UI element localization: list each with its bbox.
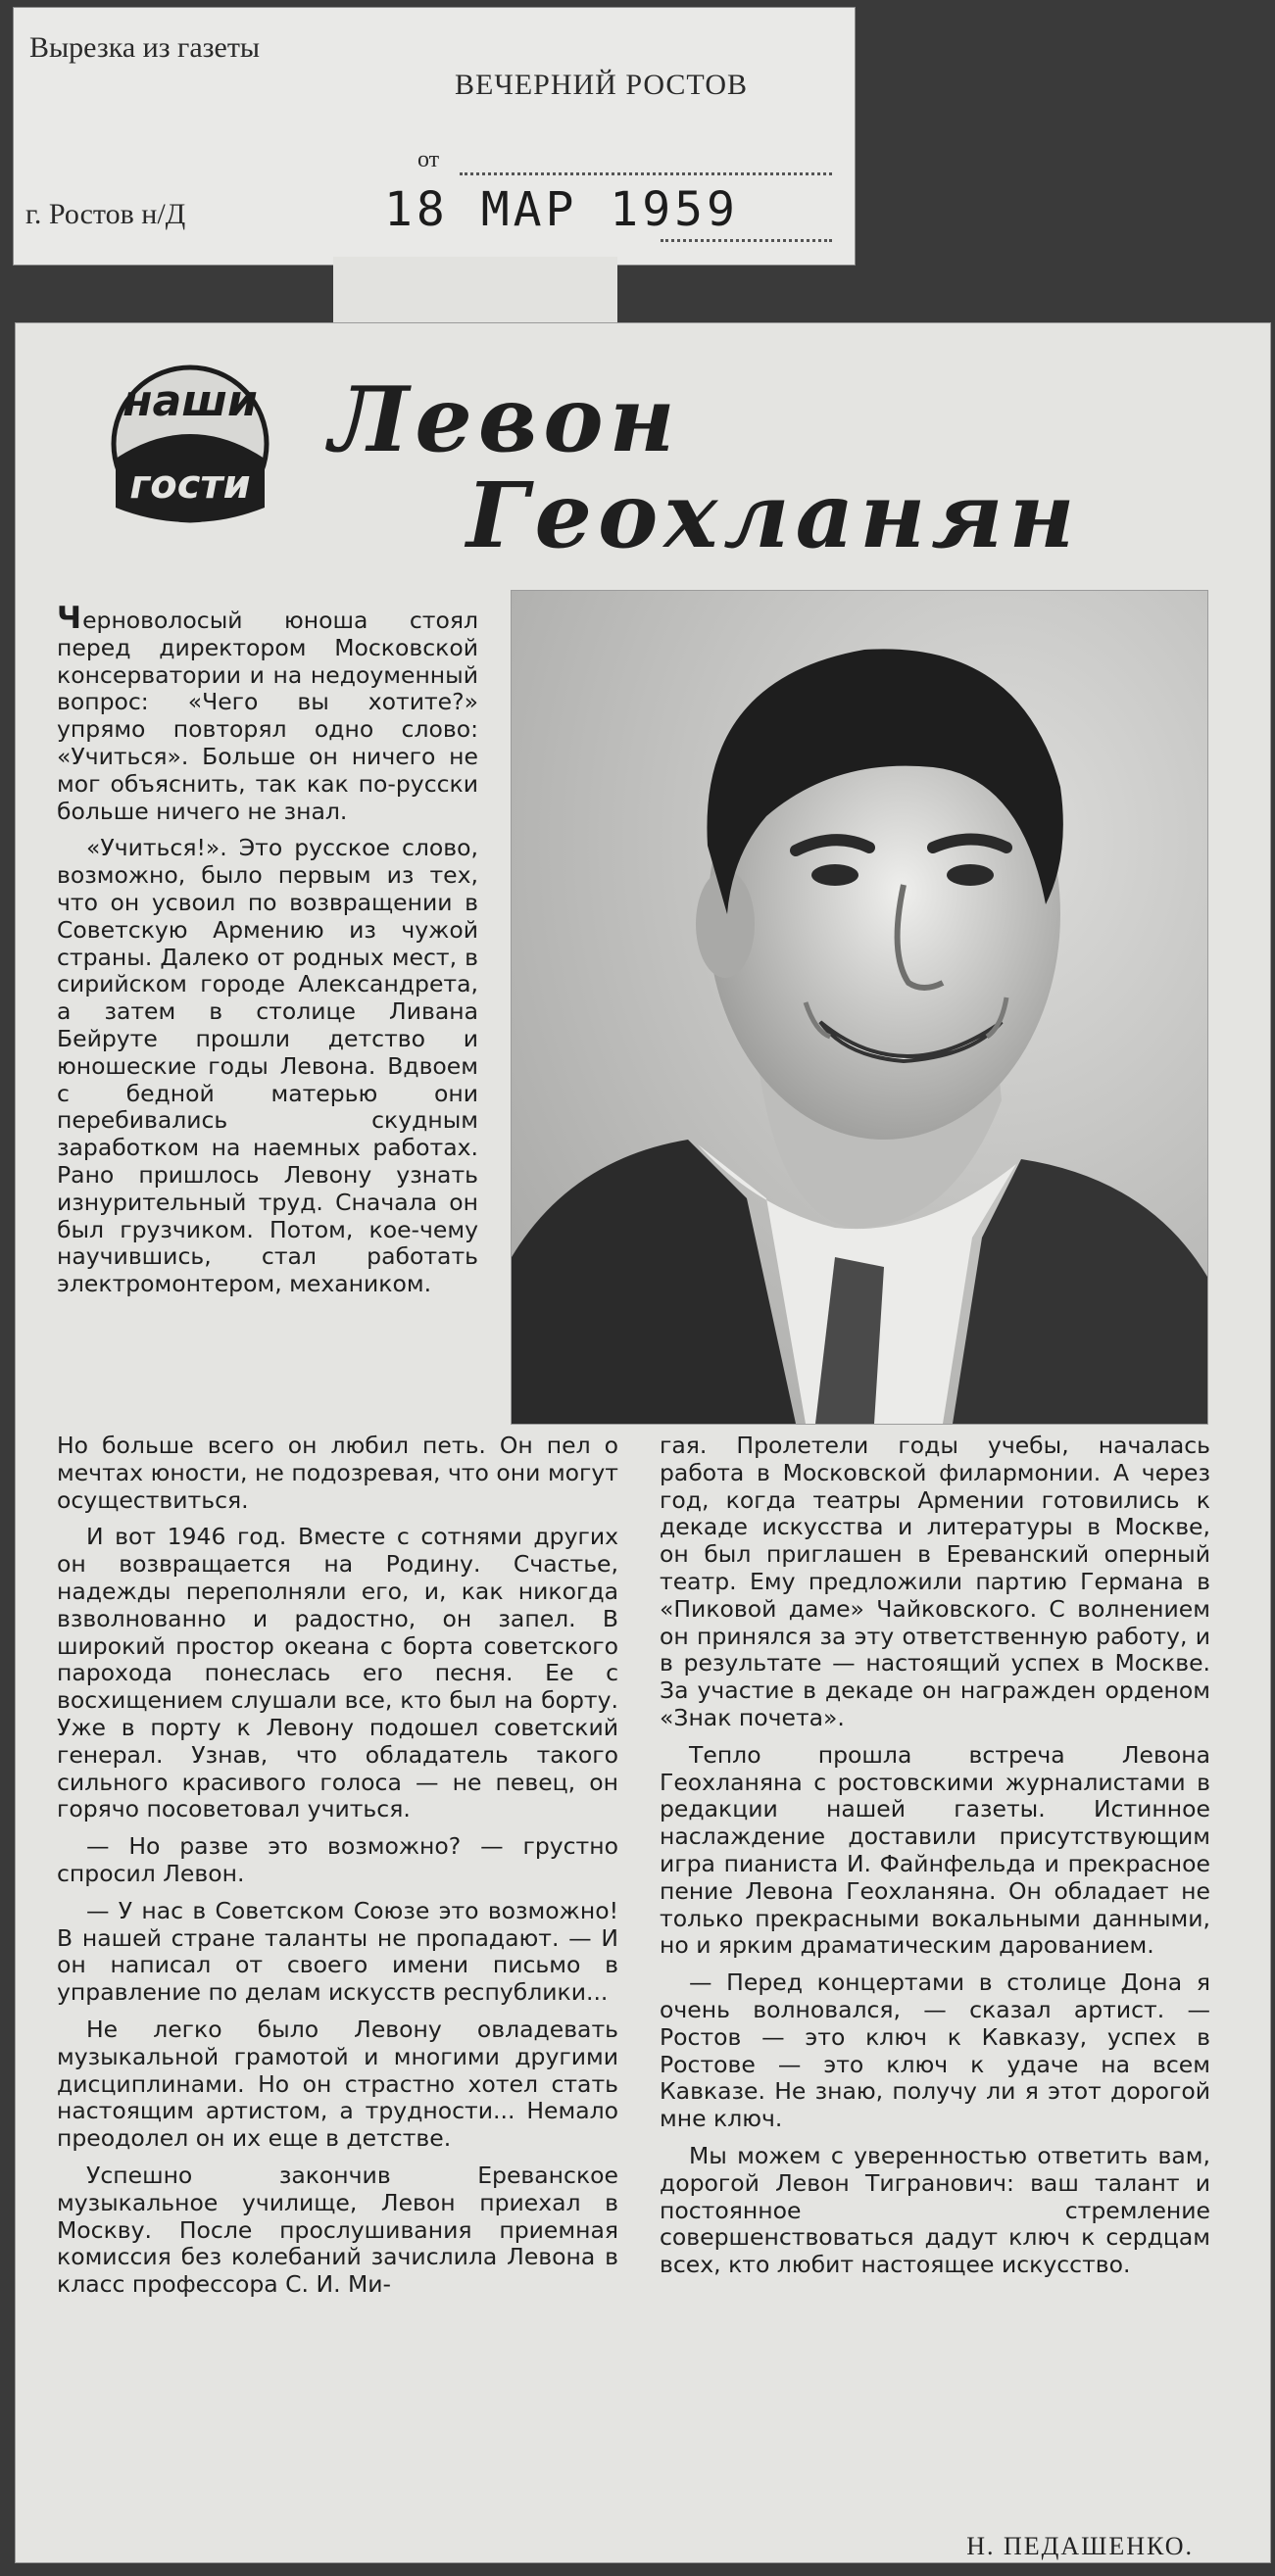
paragraph-text: — Перед концертами в столице Дона я очень волновался, — сказал артист. — Ростов — это ключ к Кавказу, успех в Ростове — это ключ к удаче на всем Кавказе. Не знаю, получу ли я этот дорогой мне ключ.	[660, 1968, 1210, 2133]
newspaper-clipping	[16, 323, 1270, 2562]
clipping-from-label: Вырезка из газеты	[29, 31, 261, 64]
paragraph-text: Мы можем с уверенностью ответить вам, дорогой Левон Тигранович: ваш талант и постоянное стремление совершенствоваться дадут ключ к сердцам всех, кто любит настоящее искусство.	[660, 2141, 1210, 2279]
date-dotted-line	[661, 239, 832, 242]
clipping-label-card	[14, 8, 855, 265]
from-label: от	[417, 147, 440, 172]
paragraph-text: И вот 1946 год. Вместе с сотнями других он возвращается на Родину. Счастье, надежды переполняли его, и, как никогда взволнованно и радостно, он запел. В широкий простор океана с борта советского парохода понеслась его песня. Ее с восхищением слушали все, кто был на борту. Уже в порту к Левону подошел советский генерал. Узнав, что обладатель такого сильного красивого голоса — не певец, он горячо посоветовал учиться.	[57, 1523, 618, 1823]
article-paragraph	[57, 2017, 618, 2153]
article-column-2	[57, 1433, 618, 2309]
badge-line2: гости	[129, 462, 251, 508]
article-column-1	[57, 601, 478, 1308]
headline-line1: Левон	[329, 366, 681, 472]
label-tab-strip	[333, 257, 617, 327]
date-stamp: 18 МАР 1959	[384, 182, 739, 237]
drop-cap: Ч	[57, 601, 83, 636]
article-column-3	[660, 1433, 1210, 2289]
article-paragraph	[57, 1433, 618, 1514]
badge-line1: наши	[123, 376, 258, 426]
paragraph-text: — У нас в Советском Союзе это возможно! В нашей стране таланты не пропадают. — И он написал от своего имени письмо в управление по делам искусств республики...	[57, 1896, 618, 2007]
from-dotted-line	[460, 172, 832, 175]
newspaper-name: ВЕЧЕРНИЙ РОСТОВ	[455, 69, 749, 101]
portrait-photo	[511, 590, 1208, 1425]
article-paragraph	[660, 1742, 1210, 1960]
paragraph-text: — Но разве это возможно? — грустно спросил Левон.	[57, 1832, 618, 1887]
paragraph-text: Не легко было Левону овладевать музыкальной грамотой и многими другими дисциплинами. Но он страстно хотел стать настоящим артистом, а трудности... Немало преодолел он их еще в детстве.	[57, 2015, 618, 2153]
nashi-gosti-badge	[102, 351, 278, 537]
paragraph-text: Тепло прошла встреча Левона Геохланяна с ростовскими журналистами в редакции нашей газеты. Истинное наслаждение доставили присутствующим игра пианиста И. Файнфельда и прекрасное пение Левона Геохланяна. Он обладает не только прекрасными вокальными данными, но и ярким драматическим дарованием.	[660, 1740, 1210, 1960]
article-paragraph	[57, 1898, 618, 2007]
article-paragraph	[57, 1524, 618, 1823]
paragraph-text: ерноволосый юноша стоял перед директором Московской консерватории и на недоуменный вопрос: «Чего вы хотите?» упрямо повторял одно слово: «Учиться». Больше он ничего не мог объяснить, так как по-русски больше ничего не знал.	[57, 607, 478, 825]
headline-line2: Геохланян	[466, 462, 1081, 568]
article-paragraph	[660, 1969, 1210, 2133]
city-label: г. Ростов н/Д	[25, 198, 186, 230]
article-paragraph	[57, 835, 478, 1298]
article-paragraph	[57, 601, 478, 825]
paragraph-text: гая. Пролетели годы учебы, началась работа в Московской филармонии. А через год, когда театры Армении готовились к декаде искусства и литературы в Москве, он был приглашен в Ереванский оперный театр. Ему предложили партию Германа в «Пиковой даме» Чайковского. С волнением он принялся за эту ответственную работу, и в результате — настоящий успех в Москве. За участие в декаде он награжден орденом «Знак почета».	[660, 1432, 1210, 1731]
article-paragraph	[660, 2143, 1210, 2279]
article-paragraph	[57, 1833, 618, 1888]
article-paragraph	[660, 1433, 1210, 1732]
paragraph-text: Успешно закончив Ереванское музыкальное училище, Левон приехал в Москву. После прослушивания приемная комиссия без колебаний зачислила Левона в класс профессора С. И. Ми-	[57, 2161, 618, 2299]
article-paragraph	[57, 2163, 618, 2299]
paragraph-text: Но больше всего он любил петь. Он пел о мечтах юности, не подозревая, что они могут осуществиться.	[57, 1432, 618, 1514]
portrait-photo-icon	[512, 591, 1207, 1424]
author-signature: Н. ПЕДАШЕНКО.	[966, 2532, 1194, 2560]
paragraph-text: «Учиться!». Это русское слово, возможно, было первым из тех, что он усвоил по возвращении в Советскую Армению из чужой страны. Далеко от родных мест, в сирийском городе Александрета, а затем в столице Ливана Бейруте прошли детство и юношеские годы Левона. Вдвоем с бедной матерью они перебивались скудным заработком на наемных работах. Рано пришлось Левону узнать изнурительный труд. Сначала он был грузчиком. Потом, кое-чему научившись, стал работать электромонтером, механиком.	[57, 834, 478, 1298]
